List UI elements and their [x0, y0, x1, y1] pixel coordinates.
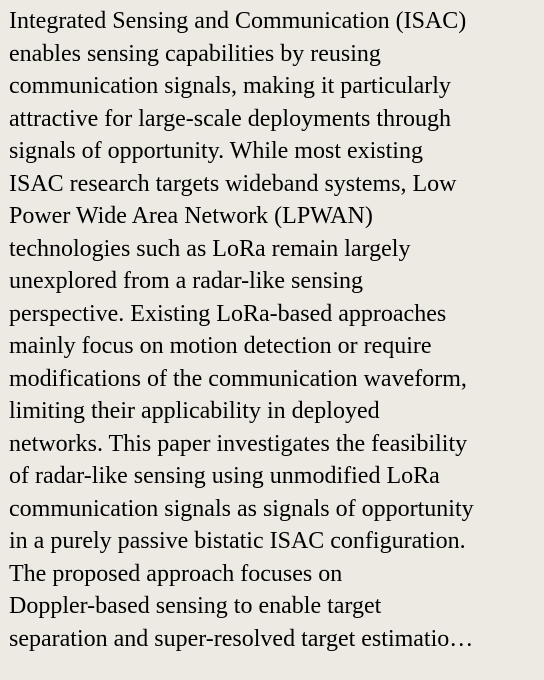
abstract-line: enables sensing capabilities by reusing: [9, 40, 381, 67]
abstract-line: separation and super-resolved target estimatio…: [9, 625, 474, 652]
abstract-line: mainly focus on motion detection or require: [9, 333, 432, 359]
abstract-line: modifications of the communication waveform,: [9, 365, 467, 392]
abstract-line: communication signals as signals of opportunity: [9, 495, 474, 522]
abstract-line: perspective. Existing LoRa-based approaches: [9, 300, 447, 327]
abstract-line: ISAC research targets wideband systems, Low: [9, 170, 457, 197]
abstract-line: The proposed approach focuses on: [9, 560, 343, 587]
abstract-line: Integrated Sensing and Communication (ISAC): [9, 8, 467, 34]
abstract-line: technologies such as LoRa remain largely: [9, 235, 411, 262]
abstract-line: unexplored from a radar-like sensing: [9, 268, 364, 294]
abstract-line: Power Wide Area Network (LPWAN): [9, 203, 373, 229]
abstract-line: communication signals, making it particularly: [9, 73, 451, 99]
abstract-text: [9, 5, 540, 655]
abstract-line: limiting their applicability in deployed: [9, 398, 380, 424]
abstract-line: in a purely passive bistatic ISAC configuration.: [9, 528, 466, 554]
abstract-line: signals of opportunity. While most existing: [9, 138, 423, 164]
abstract-line: Doppler-based sensing to enable target: [9, 593, 382, 619]
abstract-line: attractive for large-scale deployments through: [9, 105, 452, 132]
abstract-line: of radar-like sensing using unmodified LoRa: [9, 463, 440, 489]
abstract-line: networks. This paper investigates the feasibility: [9, 430, 468, 457]
